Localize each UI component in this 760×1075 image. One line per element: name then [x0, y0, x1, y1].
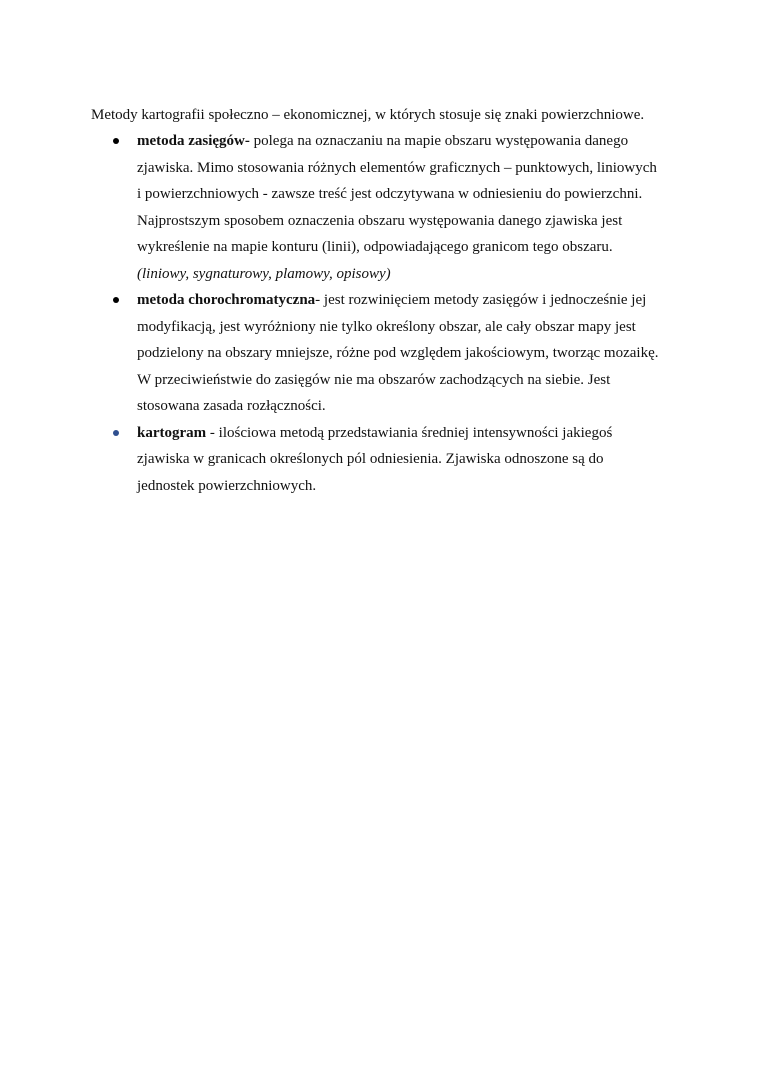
description-text: zjawiska. Mimo stosowania różnych elementów graficznych – punktowych, liniowych — [137, 159, 657, 176]
description-text: Najprostszym sposobem oznaczenia obszaru występowania danego zjawiska jest — [137, 212, 623, 229]
range-method-types: (liniowy, sygnaturowy, plamowy, opisowy) — [137, 265, 391, 282]
list-item-line — [137, 287, 681, 314]
description-text: i powierzchniowych - zawsze treść jest odczytywana w odniesieniu do powierzchni. — [137, 186, 643, 202]
list-item-range-method — [91, 128, 681, 287]
bullet-icon — [113, 297, 119, 303]
description-text: polega na oznaczaniu na mapie obszaru występowania danego — [249, 133, 629, 149]
methods-list — [91, 128, 681, 499]
bullet-icon — [113, 430, 119, 436]
bullet-icon — [113, 138, 119, 144]
description-text: - jest rozwinięciem metody zasięgów i jednocześnie jej — [315, 292, 647, 308]
description-text: modyfikacją, jest wyróżniony nie tylko określony obszar, ale cały obszar mapy jest — [137, 318, 636, 335]
description-text: W przeciwieństwie do zasięgów nie ma obszarów zachodzących na siebie. Jest — [137, 371, 611, 388]
description-text: zjawiska w granicach określonych pól odniesienia. Zjawiska odnoszone są do — [137, 451, 604, 467]
term-range-method: metoda zasięgów- — [137, 133, 250, 149]
description-text: wykreślenie na mapie konturu (linii), odpowiadającego granicom tego obszaru. — [137, 239, 613, 255]
list-item-cartogram — [91, 420, 681, 500]
term-cartogram: kartogram — [137, 424, 207, 441]
term-chorochromatic-method: metoda chorochromatyczna — [137, 292, 316, 308]
description-text: jednostek powierzchniowych. — [137, 477, 317, 494]
description-text: stosowana zasada rozłączności. — [137, 398, 326, 414]
list-item-line — [137, 420, 681, 447]
list-item-chorochromatic-method — [91, 287, 681, 420]
description-text: podzielony na obszary mniejsze, różne pod względem jakościowym, tworząc mozaikę. — [137, 345, 659, 361]
list-item-line — [137, 128, 681, 155]
intro-paragraph: Metody kartografii społeczno – ekonomicznej, w których stosuje się znaki powierzchniowe. — [91, 107, 645, 123]
description-text: - ilościowa metodą przedstawiania średniej intensywności jakiegoś — [206, 424, 613, 441]
